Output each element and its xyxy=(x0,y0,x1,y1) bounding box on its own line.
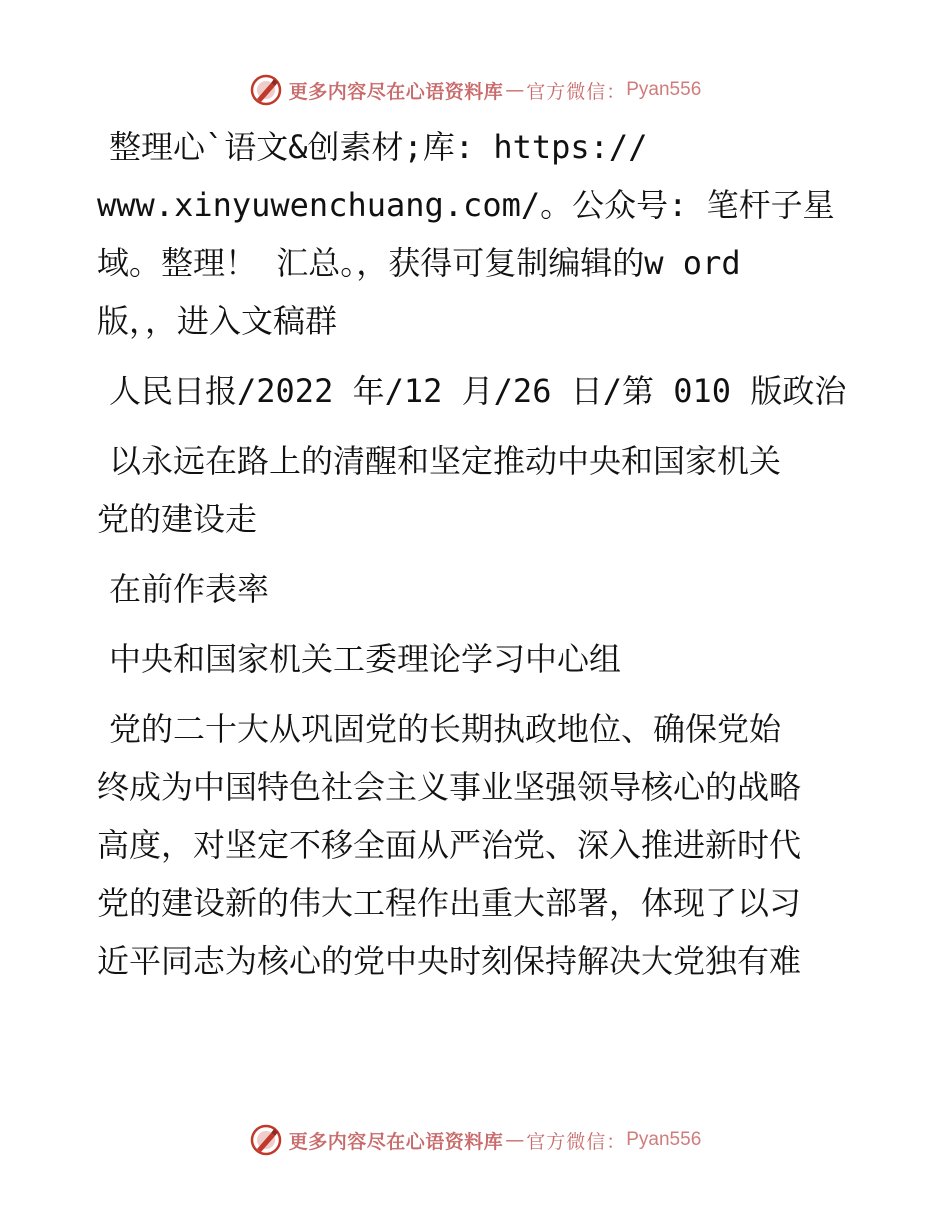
watermark-separator: — xyxy=(505,79,525,101)
author-line: 中央和国家机关工委理论学习中心组 xyxy=(109,640,622,678)
watermark-separator: — xyxy=(505,1129,525,1151)
watermark-official-label: 官方微信： xyxy=(526,80,627,103)
spacer xyxy=(97,618,857,630)
watermark-wechat-id: Pyan556 xyxy=(626,79,702,100)
document-body xyxy=(97,118,857,990)
watermark-main-text: 更多内容尽在心语资料库 xyxy=(288,1130,504,1153)
body-line-5: 近平同志为核心的党中央时刻保持解决大党独有难 xyxy=(97,942,802,980)
watermark-wechat-id: Pyan556 xyxy=(626,1129,702,1150)
spacer xyxy=(97,548,857,560)
spacer xyxy=(97,420,857,432)
intro-line-1: 整理心`语文&创素材;库: https:// xyxy=(109,128,648,166)
intro-line-3: 域。整理！ 汇总。，获得可复制编辑的w ord xyxy=(97,244,741,282)
pen-logo-icon xyxy=(249,73,283,107)
title-line-1: 以永远在路上的清醒和坚定推动中央和国家机关 xyxy=(109,442,782,480)
body-line-2: 终成为中国特色社会主义事业坚强领导核心的战略 xyxy=(97,768,802,806)
footer-watermark xyxy=(0,1120,950,1160)
watermark-official-label: 官方微信： xyxy=(526,1130,627,1153)
title-line-3: 在前作表率 xyxy=(109,570,270,608)
pen-logo-icon xyxy=(249,1123,283,1157)
body-line-4: 党的建设新的伟大工程作出重大部署，体现了以习 xyxy=(97,884,802,922)
spacer xyxy=(97,350,857,362)
spacer xyxy=(97,688,857,700)
body-line-1: 党的二十大从巩固党的长期执政地位、确保党始 xyxy=(109,710,782,748)
intro-line-4: 版，，进入文稿群 xyxy=(97,302,338,340)
title-line-2: 党的建设走 xyxy=(97,500,258,538)
watermark-main-text: 更多内容尽在心语资料库 xyxy=(288,80,504,103)
intro-line-2: www.xinyuwenchuang.com/。公众号: 笔杆子星 xyxy=(97,186,835,224)
source-line: 人民日报/2022 年/12 月/26 日/第 010 版政治 xyxy=(109,372,847,410)
body-line-3: 高度，对坚定不移全面从严治党、深入推进新时代 xyxy=(97,826,802,864)
header-watermark xyxy=(0,70,950,110)
